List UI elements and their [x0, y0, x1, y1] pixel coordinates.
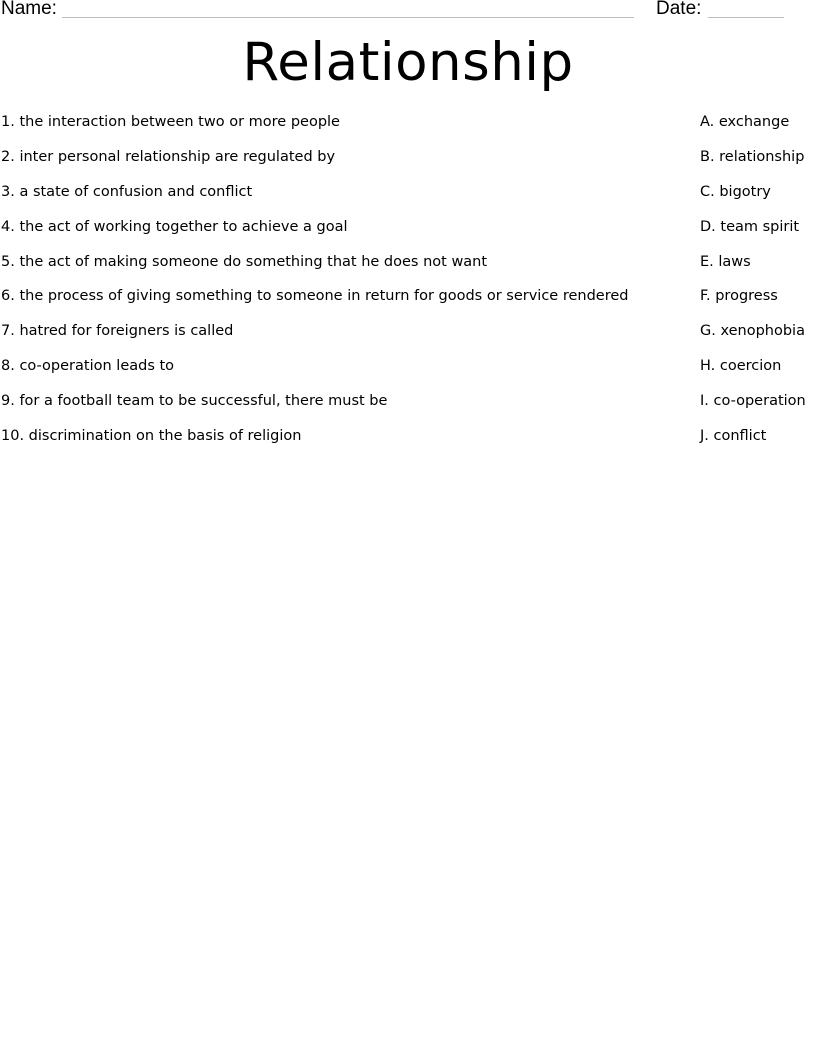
name-label: Name: — [1, 0, 57, 19]
matching-row — [0, 251, 816, 286]
matching-row — [0, 111, 816, 146]
answer-option: H. coercion — [700, 358, 782, 375]
answer-option: J. conflict — [700, 428, 767, 445]
clue-text: 8. co-operation leads to — [1, 358, 175, 375]
matching-row — [0, 285, 816, 320]
matching-row — [0, 216, 816, 251]
page-title: Relationship — [242, 32, 574, 93]
clue-text: 2. inter personal relationship are regulated by — [1, 148, 336, 165]
answer-option: C. bigotry — [700, 183, 771, 200]
clue-text: 6. the process of giving something to someone in return for goods or service rendered — [1, 288, 629, 305]
matching-list — [0, 111, 816, 460]
clue-text: 9. for a football team to be successful, there must be — [1, 393, 388, 410]
clue-text: 4. the act of working together to achieve a goal — [1, 218, 348, 235]
matching-row — [0, 146, 816, 181]
matching-row — [0, 181, 816, 216]
answer-option: G. xenophobia — [700, 323, 805, 340]
name-field-line[interactable] — [62, 17, 634, 18]
answer-option: A. exchange — [700, 114, 790, 130]
matching-row — [0, 355, 816, 390]
clue-text: 3. a state of confusion and conflict — [1, 183, 253, 200]
matching-row — [0, 320, 816, 355]
worksheet-header — [0, 0, 816, 22]
clue-text: 7. hatred for foreigners is called — [1, 323, 234, 340]
answer-option: E. laws — [700, 253, 751, 270]
clue-text: 5. the act of making someone do something that he does not want — [1, 253, 488, 270]
clue-text: 1. the interaction between two or more people — [1, 114, 340, 130]
date-field-line[interactable] — [708, 17, 784, 18]
clue-text: 10. discrimination on the basis of religion — [1, 428, 302, 445]
answer-option: I. co-operation — [700, 393, 806, 410]
matching-row — [0, 390, 816, 425]
answer-option: B. relationship — [700, 148, 805, 165]
matching-row — [0, 425, 816, 460]
date-label: Date: — [656, 0, 702, 19]
answer-option: D. team spirit — [700, 218, 800, 235]
answer-option: F. progress — [700, 288, 778, 305]
